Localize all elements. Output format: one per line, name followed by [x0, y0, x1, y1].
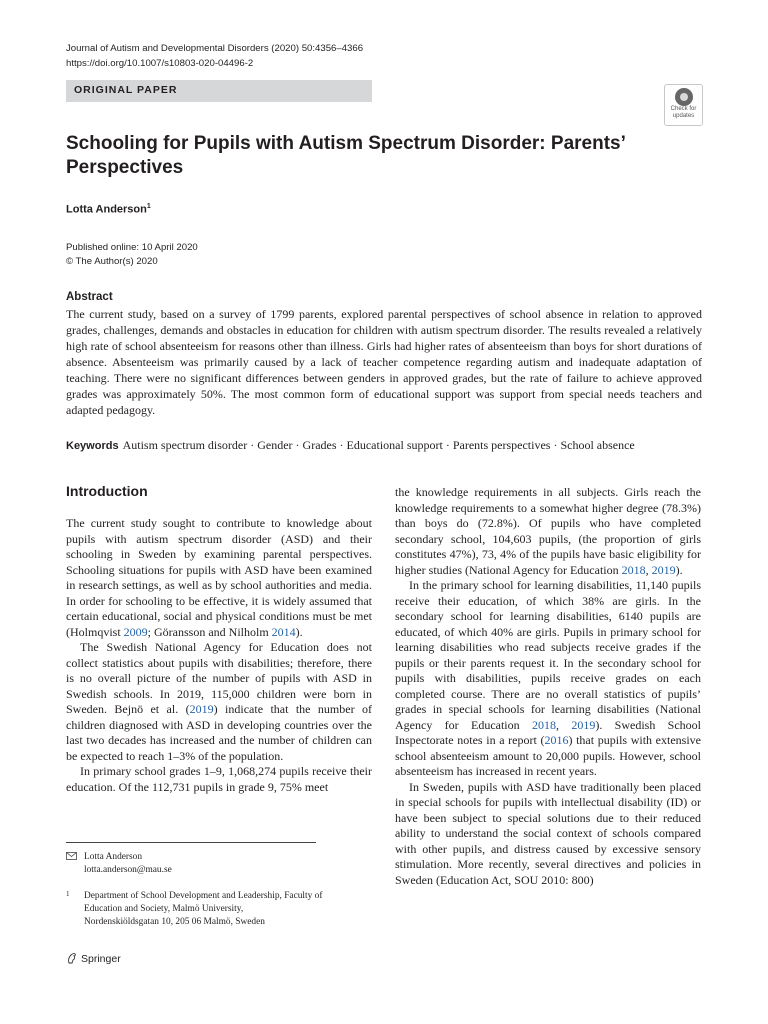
paragraph: the knowledge requirements in all subjects. Girls reach the knowledge requirements to a somewhat higher degree (78.3%) than boys do (72.8%). Of pupils who have completed secondary school, 104,603 pupils, (the proportion of girls constitutes 47%), 73, 4% of the pupils have basic eligibility for higher studies (National Agency for Education 2018, 2019). — [395, 485, 701, 577]
citation-link[interactable]: 2009 — [123, 624, 148, 639]
affil-number: 1 — [66, 890, 70, 898]
contact-name: Lotta Anderson — [84, 852, 143, 862]
envelope-icon — [66, 852, 77, 865]
publisher-logo — [66, 952, 121, 967]
article-type: ORIGINAL PAPER — [74, 84, 178, 96]
paragraph: In primary school grades 1–9, 1,068,274 pupils receive their education. Of the 112,731 pupils in grade 9, 75% meet — [66, 764, 372, 794]
paragraph: The Swedish National Agency for Education does not collect statistics about pupils with disabilities; therefore, there is no overall picture of the number of pupils with ASD in Swedish schools. In 2019, 115,000 children were born in Sweden. Bejnö et al. (2019) indicate that the number of children diagnosed with ASD in developing countries over the last two decades has increased and the number of children can be expected to reach 1–3% of the population. — [66, 640, 372, 763]
article-type-band — [66, 80, 372, 102]
citation-link[interactable]: 2019 — [189, 702, 214, 716]
publisher-name: Springer — [81, 953, 121, 965]
affil-line: Nordenskiöldsgatan 10, 205 06 Malmö, Sweden — [84, 917, 265, 927]
abstract-text: The current study, based on a survey of 1799 parents, explored parental perspectives of school absence in relation to approved grades, challenges, demands and obstacles in education for children with autism spectrum disorder. The results revealed a relatively high rate of school absenteeism for reasons other than illness. Girls had higher rates of absenteeism than boys for short durations of absence. Absenteeism was primarily caused by a lack of teacher competence regarding autism and inadequate adaptation of teaching. There were no significant differences between genders in approved grades, but the rate of failure to achieve approved grades was approximately 50%. The most common form of educational support was support from special needs teachers and adapted pedagogy. — [66, 307, 702, 417]
badge-label-1: Check for — [670, 106, 697, 112]
citation-link[interactable]: 2016 — [544, 733, 569, 747]
keywords-label: Keywords — [66, 440, 119, 452]
column-left — [66, 516, 372, 795]
paragraph: In the primary school for learning disabilities, 11,140 pupils receive their education, of which 38% are girls. In the secondary school for learning disabilities, 6140 pupils are educated, of which 40% are girls. Pupils in primary school for learning disabilities who read subjects receive grades if the pupils or their parents request it. In the secondary school for pupils with disabilities, pupils receive grades on each completed course. There are no overall statistics of pupils’ grades in special schools for learning disabilities (National Agency for Education 2018, 2019). Swedish School Inspectorate notes in a report (2016) that pupils with extensive school absenteeism amount to 20,000 pupils. However, school absenteeism has increased in recent years. — [395, 578, 702, 778]
introduction-heading: Introduction — [66, 483, 148, 499]
author-affil-mark: 1 — [146, 203, 151, 210]
journal-citation: Journal of Autism and Developmental Disorders (2020) 50:4356–4366 — [66, 43, 364, 54]
copyright: © The Author(s) 2020 — [66, 256, 158, 267]
publication-info — [66, 241, 198, 269]
keywords-list: Autism spectrum disorder · Gender · Grades · Educational support · Parents perspectives · School absence — [122, 438, 635, 452]
paragraph: In Sweden, pupils with ASD have traditionally been placed in special schools for pupils with intellectual disability (ID) or have been subject to special solutions due to their reduced ability to understand the social context of schools compared with other pupils, and distress caused by excessive sensory stimulation. More recently, several directives and policies in Sweden (Education Act, SOU 2010: 800) — [395, 779, 701, 887]
affiliation-footnote — [66, 890, 326, 929]
citation-link[interactable]: 2019 — [571, 717, 596, 732]
column-right — [395, 485, 701, 888]
citation-link[interactable]: 2018 — [531, 717, 556, 732]
citation-link[interactable]: 2014 — [271, 624, 296, 639]
contact-footnote — [66, 851, 172, 877]
journal-header — [66, 41, 363, 71]
check-updates-icon — [675, 88, 693, 106]
badge-label-2: updates — [672, 113, 695, 119]
abstract-heading: Abstract — [66, 291, 113, 303]
check-for-updates-badge[interactable] — [664, 84, 703, 126]
published-date: Published online: 10 April 2020 — [66, 242, 198, 253]
author — [66, 203, 151, 216]
paper-title: Schooling for Pupils with Autism Spectrum Disorder: Parents’ Perspectives — [66, 133, 625, 178]
footnote-divider — [66, 842, 316, 843]
citation-link[interactable]: 2019 — [651, 562, 676, 577]
doi-link[interactable]: https://doi.org/10.1007/s10803-020-04496-2 — [66, 58, 254, 69]
keywords — [66, 437, 706, 454]
author-name[interactable]: Lotta Anderson — [66, 203, 147, 216]
affil-line: Department of School Development and Leadership, Faculty of Education and Society, Malmö University, — [84, 891, 323, 914]
citation-link[interactable]: 2018 — [621, 562, 646, 577]
springer-horse-icon — [66, 952, 78, 967]
paragraph: The current study sought to contribute to knowledge about pupils with autism spectrum disorder (ASD) and their schooling in Sweden by examining parental perspectives. Schooling situations for pupils with ASD have been examined in research settings, as well as by school authorities and media. In order for schooling to be effective, it is widely assumed that certain educational, social and physical conditions must be met (Holmqvist 2009; Göransson and Nilholm 2014). — [66, 516, 372, 639]
contact-email[interactable]: lotta.anderson@mau.se — [84, 865, 172, 875]
